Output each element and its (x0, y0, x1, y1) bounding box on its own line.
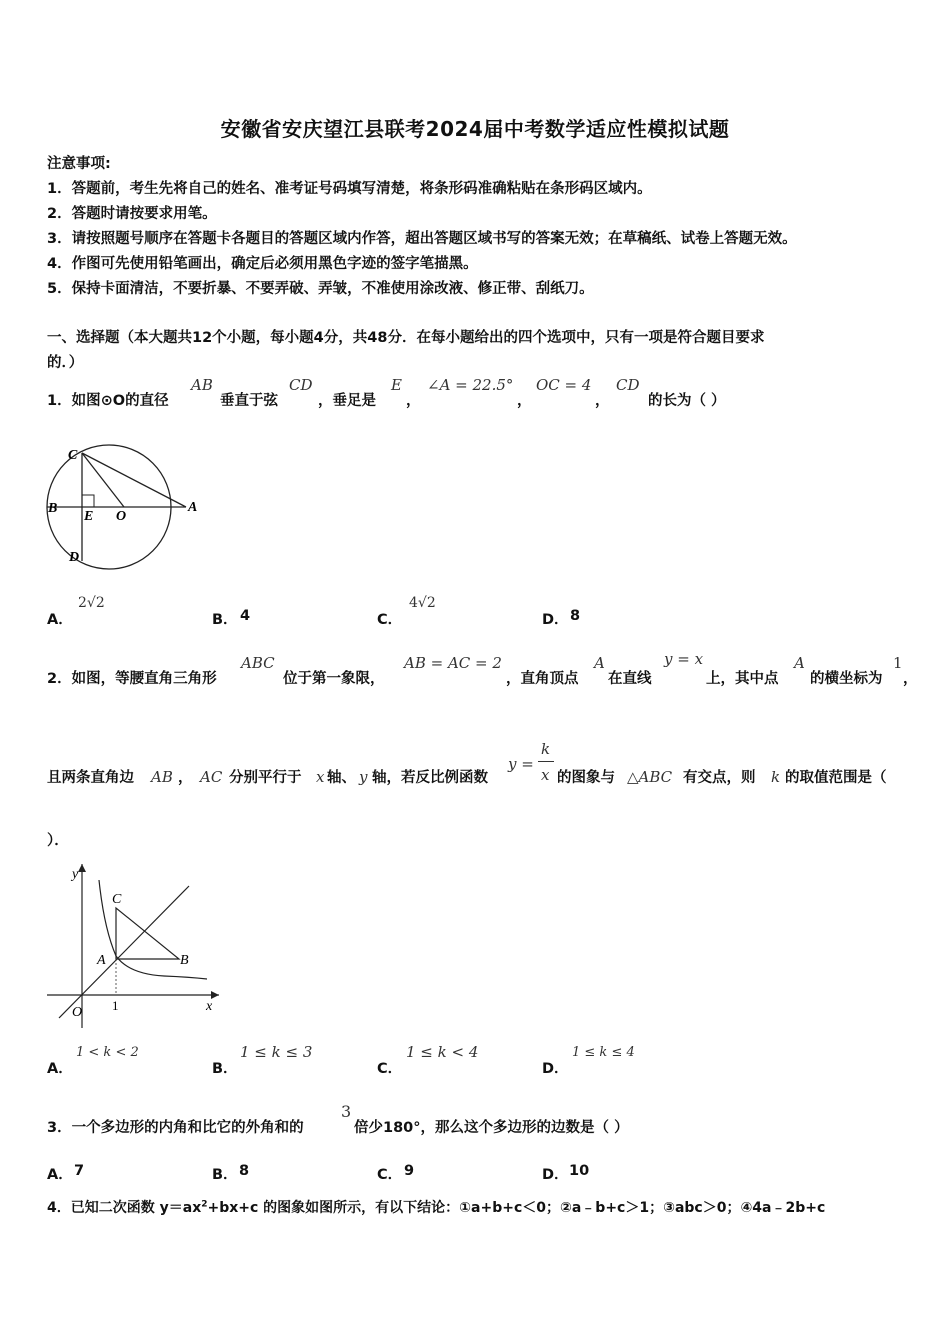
q2-text-5: 上，其中点 (706, 671, 779, 687)
q1-math-cd2: CD (616, 376, 640, 394)
q1-option-b-label[interactable]: B． (212, 612, 238, 628)
q2-text-4: 在直线 (608, 671, 652, 687)
q2-option-a-value: 1 < k < 2 (76, 1045, 139, 1060)
q2-label-one: 1 (112, 998, 119, 1013)
q2-figure (44, 858, 224, 1036)
q1-text-1: 1．如图⊙O的直径 (47, 393, 169, 409)
q2-line2-math-y: y (359, 768, 368, 786)
q2-label-o: O (72, 1005, 83, 1020)
notice-item-4: 4．作图可先使用铅笔画出，确定后必须用黑色字迹的签字笔描黑。 (47, 256, 478, 272)
q1-option-c-value: 4√2 (409, 595, 436, 611)
q2-line2-math-k-num: k (541, 740, 551, 758)
q3-option-b-value: 8 (239, 1163, 250, 1179)
q2-label-a: A (97, 953, 106, 968)
q2-math-line: y = x (664, 650, 704, 668)
q2-math-a: A (594, 654, 605, 672)
question-4-stem (47, 1197, 825, 1217)
q2-line3-text: ）． (47, 833, 69, 849)
q1-label-o: O (116, 509, 127, 524)
q2-line2-math-x: x (316, 768, 325, 786)
q2-text-3: ，直角顶点 (506, 671, 579, 687)
q3-option-a-label[interactable]: A． (47, 1167, 73, 1183)
q1-math-ab: AB (191, 376, 213, 394)
q2-line2-text-5: 轴，若反比例函数 (372, 770, 488, 786)
q3-option-c-value: 9 (404, 1163, 415, 1179)
q2-option-d-label[interactable]: D． (542, 1061, 569, 1077)
q2-option-c-label[interactable]: C． (377, 1061, 403, 1077)
q1-math-angle: ∠A = 22.5° (427, 376, 514, 394)
notice-item-3: 3．请按照题号顺序在答题卡各题目的答题区域内作答，超出答题区域书写的答案无效；在草稿纸、试卷上答题无效。 (47, 231, 797, 247)
q3-text-1: 3．一个多边形的内角和比它的外角和的 (47, 1120, 304, 1136)
q1-label-c: C (68, 448, 78, 463)
q2-option-d-value: 1 ≤ k ≤ 4 (572, 1045, 635, 1060)
q1-label-a: A (188, 500, 198, 515)
q3-option-a-value: 7 (74, 1163, 85, 1179)
q2-line2-text-6: 的图象与 (557, 770, 615, 786)
q4-text-1: 4．已知二次函数 y＝ax (47, 1200, 202, 1216)
q1-math-cd: CD (289, 376, 313, 394)
q2-line2-text-8: 的取值范围是（ (785, 770, 887, 786)
page-title: 安徽省安庆望江县联考2024届中考数学适应性模拟试题 (220, 117, 730, 141)
q1-text-3: ，垂足是 (318, 393, 376, 409)
q2-line2-math-y-eq: y = (508, 755, 534, 773)
q3-option-c-label[interactable]: C． (377, 1167, 403, 1183)
q1-text-2: 垂直于弦 (220, 393, 278, 409)
q2-text-1: 2．如图，等腰直角三角形 (47, 671, 217, 687)
q2-label-y: y (72, 867, 79, 882)
q1-text-4: ， (406, 393, 421, 409)
notice-heading: 注意事项: (47, 156, 111, 172)
q2-text-2: 位于第一象限， (283, 671, 385, 687)
q2-line2-math-triangle: △ABC (627, 768, 673, 786)
q3-option-d-value: 10 (569, 1163, 590, 1179)
q2-label-b: B (180, 953, 189, 968)
q2-y-axis-arrow (78, 864, 86, 872)
section-heading-line2: 的．） (47, 355, 84, 371)
q1-figure (44, 440, 209, 570)
q2-line2-math-k: k (771, 768, 781, 786)
notice-item-2: 2．答题时请按要求用笔。 (47, 206, 217, 222)
q2-x-axis-arrow (211, 991, 219, 999)
q2-math-a2: A (794, 654, 805, 672)
q3-option-b-label[interactable]: B． (212, 1167, 238, 1183)
q3-text-2: 倍少180°，那么这个多边形的边数是（ ） (354, 1120, 629, 1136)
q1-math-oc: OC = 4 (536, 376, 592, 394)
q3-option-d-label[interactable]: D． (542, 1167, 569, 1183)
q2-option-a-label[interactable]: A． (47, 1061, 73, 1077)
q1-label-b: B (48, 501, 58, 516)
q2-label-x: x (206, 999, 213, 1014)
q3-math-three: 3 (341, 1102, 352, 1121)
q2-math-one: 1 (893, 654, 903, 672)
q1-option-c-label[interactable]: C． (377, 612, 403, 628)
q1-right-angle-mark (82, 495, 94, 507)
q2-text-6: 的横坐标为 (810, 671, 883, 687)
q2-line2-text-7: 有交点，则 (683, 770, 756, 786)
q1-option-b-value: 4 (240, 608, 251, 624)
q1-label-e: E (84, 509, 94, 524)
q2-math-ab-ac: AB = AC = 2 (404, 654, 502, 672)
q2-line2-math-x-den: x (541, 766, 550, 784)
q2-option-b-value: 1 ≤ k ≤ 3 (240, 1043, 313, 1061)
q1-segment-ca (82, 453, 186, 507)
q1-option-a-value: 2√2 (78, 595, 105, 611)
notice-item-1: 1．答题前，考生先将自己的姓名、准考证号码填写清楚，将条形码准确粘贴在条形码区域内。 (47, 181, 652, 197)
q1-text-7: 的长为（ ） (648, 393, 726, 409)
q2-line2-text-4: 轴、 (327, 770, 356, 786)
q1-option-a-label[interactable]: A． (47, 612, 73, 628)
q2-line2-math-ac: AC (200, 768, 223, 786)
section-heading-line1: 一、选择题（本大题共12个小题，每小题4分，共48分．在每小题给出的四个选项中，只有一项是符合题目要求 (47, 330, 765, 346)
q2-option-b-label[interactable]: B． (212, 1061, 238, 1077)
q4-superscript: 2 (201, 1199, 208, 1210)
q2-label-c: C (112, 892, 122, 907)
q1-option-d-value: 8 (570, 608, 581, 624)
q2-option-c-value: 1 ≤ k < 4 (406, 1043, 479, 1061)
q2-line2-text-1: 且两条直角边 (47, 770, 134, 786)
q1-text-5: ， (517, 393, 532, 409)
q2-fraction-bar (538, 761, 554, 762)
q2-line2-text-2: ， (178, 770, 193, 786)
q1-option-d-label[interactable]: D． (542, 612, 569, 628)
q4-text-2: +bx+c 的图象如图所示，有以下结论：①a+b+c＜0；②a﹣b+c＞1；③abc＞0；④4a﹣2b+c (207, 1200, 826, 1216)
q2-math-abc: ABC (241, 654, 275, 672)
q1-math-e: E (391, 376, 402, 394)
q2-text-7: ， (903, 671, 918, 687)
q1-segment-co (82, 453, 124, 507)
notice-item-5: 5．保持卡面清洁，不要折暴、不要弄破、弄皱，不准使用涂改液、修正带、刮纸刀。 (47, 281, 594, 297)
q1-label-d: D (69, 550, 80, 565)
q2-line2-math-ab: AB (151, 768, 173, 786)
q2-line2-text-3: 分别平行于 (229, 770, 302, 786)
q1-text-6: ， (595, 393, 610, 409)
